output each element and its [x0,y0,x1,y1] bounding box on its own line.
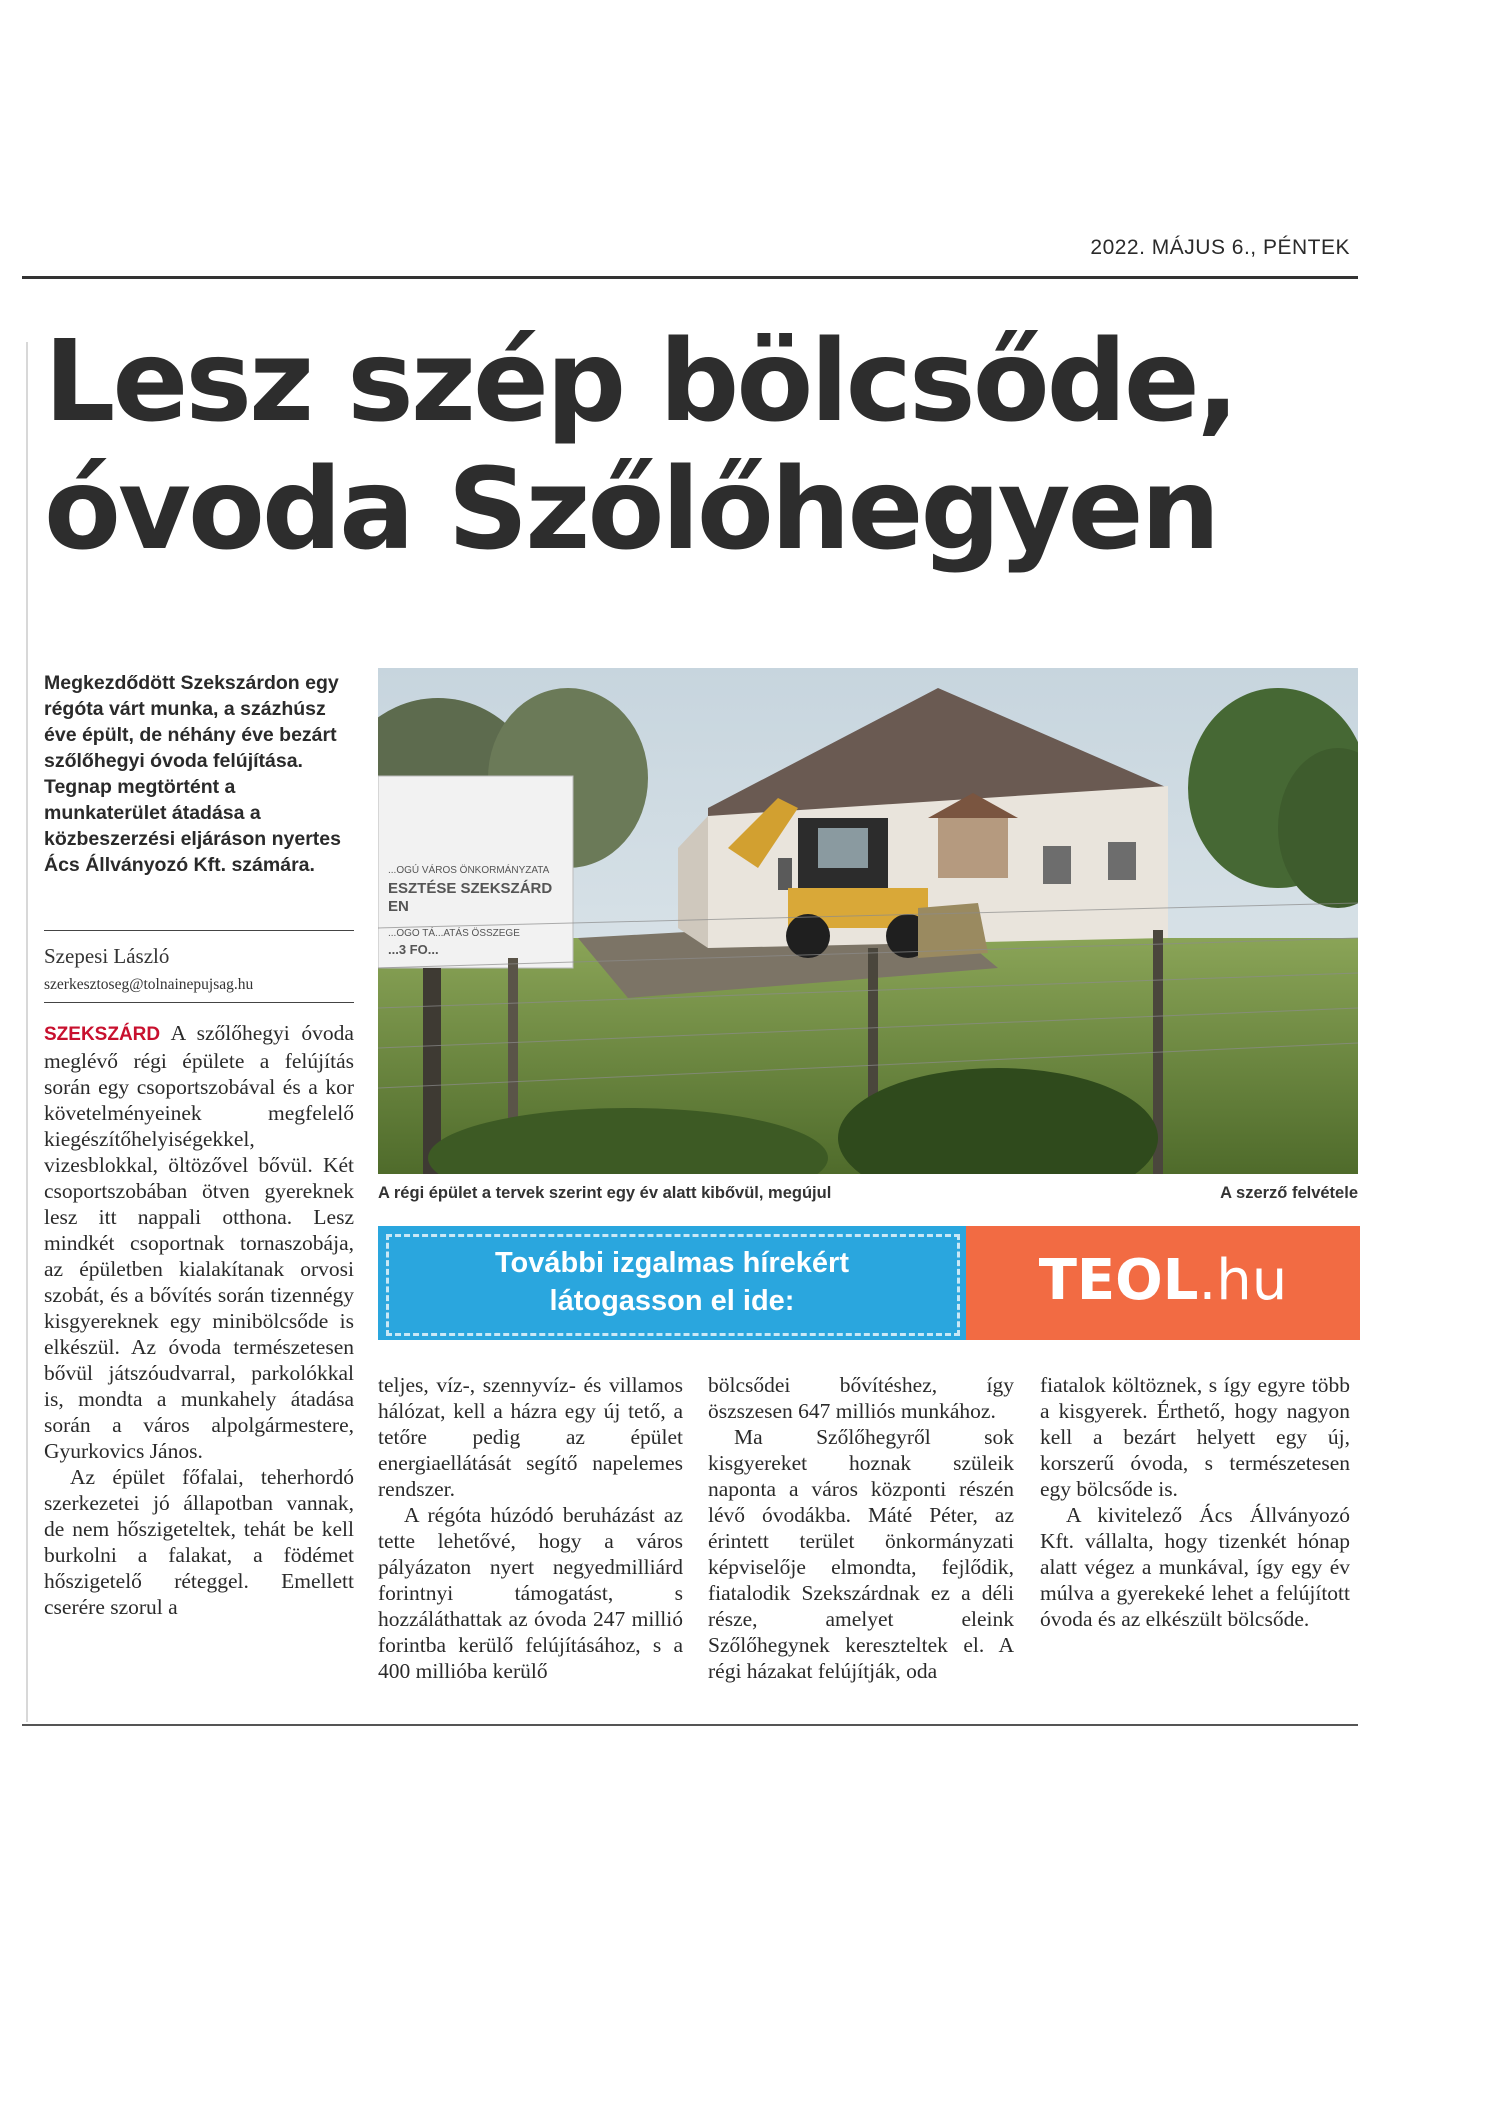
paragraph: SZEKSZÁRD A szőlőhegyi óvoda meglévő régi épülete a felújítás során egy csoportszobával és a kor követelményeinek megfelelő kiegészítőhelyiségekkel, vizesblokkal, öltözővel bővül. Két csoportszobában ötven gyereknek lesz itt nappali otthona. Lesz mindkét csoportnak tornaszobája, az épületben kialakítanak orvosi szobát, és a bővítés során tizennégy kisgyereknek egy minibölcsőde is elkészül. Az óvoda természetesen bővül játszóudvarral, parkolókkal is, mondta a munkahely átadása során a város alpolgármestere, Gyurkovics János. [44,1021,354,1463]
sign-text-3: EN [388,898,409,915]
author-name: Szepesi László [44,944,170,968]
article-column-2 [378,1372,683,1684]
article-photo [378,668,1358,1174]
author-email[interactable]: szerkesztoseg@tolnainepujsag.hu [44,976,254,993]
photo-caption: A régi épület a tervek szerint egy év alatt kibővül, megújul [378,1184,832,1202]
paragraph: fiatalok költöznek, s így egyre több a kisgyerek. Érthető, hogy nagyon kell a bezárt helyett egy új, korszerű óvoda, s természetesen egy bölcsőde is. [1040,1373,1350,1501]
paragraph: A kivitelező Ács Állványozó Kft. vállalta, hogy tizenkét hónap alatt végez a munkával, így egy év múlva a gyerekeké lehet a felújított óvoda és az elkészült bölcsőde. [1040,1503,1350,1631]
teol-promo-banner[interactable] [378,1226,1360,1340]
dateline-place: SZEKSZÁRD [44,1024,161,1045]
paragraph: Az épület főfalai, teherhordó szerkezetei jó állapotban vannak, de nem hőszigeteltek, tehát be kell burkolni a falakat, a födémet hőszigetelő réteggel. Emellett cserére szorul a [44,1465,354,1619]
sign-text-5: ...3 FO... [388,942,439,957]
banner-line-1: További izgalmas hírekért [494,1247,850,1279]
banner-text-panel [378,1226,966,1340]
photo-credit: A szerző felvétele [1220,1184,1358,1202]
logo-tld-text: .hu [1198,1248,1288,1313]
top-rule [22,276,1358,279]
article-column-1 [44,1020,354,1620]
bottom-rule [22,1724,1358,1726]
article-column-4 [1040,1372,1350,1632]
page-date: 2022. MÁJUS 6., PÉNTEK [1090,236,1350,259]
paragraph: teljes, víz-, szennyvíz- és villamos hálózat, kell a házra egy új tető, a tetőre pedig az épület energiaellátását segítő napelemes rendszer. [378,1373,683,1501]
teol-logo[interactable] [966,1226,1360,1340]
paragraph: A régóta húzódó beruházást az tette lehetővé, hogy a város pályázaton nyert negyedmilliárd forintnyi támogatást, s hozzáláthattak az óvoda 247 millió forintba kerülő felújításához, s a 400 millióba kerülő [378,1503,683,1683]
article-column-3 [708,1372,1014,1684]
kindergarten-construction-photo [378,668,1358,1174]
banner-line-2: látogasson el ide: [549,1285,795,1317]
author-rule-bottom [44,1002,354,1003]
headline [44,318,1344,574]
paragraph: Ma Szőlőhegyről sok kisgyereket hoznak szüleik naponta a város központi részén lévő óvodákba. Máté Péter, az érintett terület önkormányzati képviselője elmondta, fejlődik, fiatalodik Szekszárdnak ez a déli része, amelyet eleink Szőlőhegynek kereszteltek el. A régi házakat felújítják, oda [708,1425,1014,1683]
logo-main-text: TEOL [1038,1248,1199,1313]
headline-line-2: óvoda Szőlőhegyen [44,445,1218,575]
sign-text-4: ...OGO TÁ...ATÁS ÖSSZEGE [388,928,520,939]
paragraph: bölcsődei bővítéshez, így öszszesen 647 milliós munkához. [708,1373,1014,1423]
sign-text-1: ...OGÚ VÁROS ÖNKORMÁNYZATA [388,865,550,876]
sign-text-2: ESZTÉSE SZEKSZÁRD [388,880,553,897]
lead-paragraph: Megkezdődött Szekszárdon egy régóta várt munka, a százhúsz éve épült, de néhány éve bezárt szőlőhegyi óvoda felújítása. Tegnap megtörtént a munkaterület átadása a közbeszerzési eljáráson nyertes Ács Állványozó Kft. számára. [44,672,341,876]
banner-text [378,1244,966,1320]
column-rule [26,342,28,1722]
headline-line-1: Lesz szép bölcsőde, [44,317,1237,447]
author-rule-top [44,930,354,931]
